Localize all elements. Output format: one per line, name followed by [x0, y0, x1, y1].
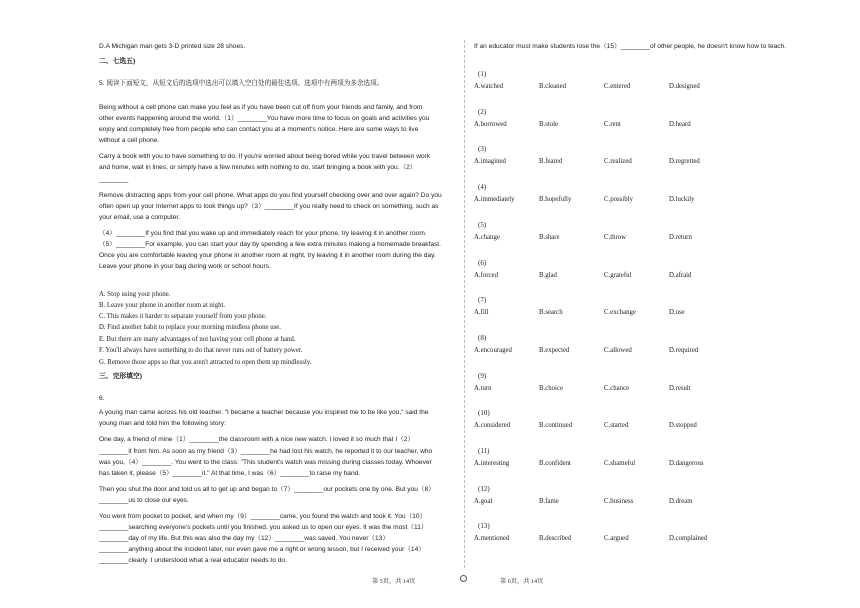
question-number: (11) — [478, 447, 490, 455]
option-e: E. But there are many advantages of not having your cell phone at hand. — [99, 336, 296, 343]
choice-c: C.exchange — [604, 309, 636, 317]
choice-a: A.immediately — [474, 196, 515, 204]
choice-d: D.use — [669, 309, 685, 317]
passage-line: Remove distracting apps from your cell phone. What apps do you find yourself checking over and over again? Do you — [99, 192, 442, 199]
choice-c: C.shameful — [604, 460, 636, 467]
cloze-line: ________clearly. I understood what a real educator needs to do. — [99, 557, 287, 564]
question-number: (13) — [478, 522, 490, 531]
passage-line: other events happening around the world.（1）________You have more time to focus on goals and activities you — [99, 115, 430, 122]
choice-a: A.interesting — [474, 460, 510, 467]
passage-line: without a cell phone. — [99, 137, 160, 144]
choice-d: D.luckily — [669, 196, 695, 204]
cloze-line: ________it from him. As soon as my friend（3）________he had lost his watch, he reported it to our teacher, who — [99, 448, 433, 455]
choice-a: A.imagined — [474, 158, 506, 166]
cloze-line: ________searching everyone's pockets until you finished, you asked us to open our eyes. It was the most（11） — [99, 524, 428, 531]
choice-b: B.feared — [539, 158, 563, 166]
choice-c: C.possibly — [604, 196, 633, 204]
passage-line: your email, use a computer. — [99, 214, 180, 221]
top-option: D.A Michigan man gets 3-D printed size 28 shoes. — [99, 43, 246, 50]
option-g: G. Remove those apps so that you aren't attracted to open them up mindlessly. — [99, 359, 312, 366]
choice-d: D.result — [669, 384, 691, 392]
passage-line: often open up your Internet apps to look things up?（3）________If you really need to check on something, such as — [99, 203, 439, 210]
choice-d: D.stopped — [669, 422, 697, 430]
option-c: C. This makes it harder to separate yourself from your phone. — [99, 313, 267, 320]
q5-instruction: 5. 阅读下面短文，从短文后的选项中选出可以填入空白处的最佳选项。选项中有两项为多余选项。 — [99, 80, 384, 87]
left-page-number: 第 5页，共 14页 — [372, 578, 416, 585]
choice-b: B.stole — [539, 120, 559, 128]
choice-a: A.turn — [474, 384, 492, 392]
passage-line: and home, wait in lines, or simply have a few minutes with nothing to do, start bringing a book with you.（2） — [99, 164, 417, 171]
passage-line: Carry a book with you to have something to do. If you're worried about being bored while you travel between work — [99, 153, 431, 160]
question-number: (7) — [478, 296, 487, 305]
choice-a: A.change — [474, 233, 500, 241]
cloze-line: A young man came across his old teacher. "I became a teacher because you inspired me to be like you," said the — [99, 409, 429, 416]
page-separator-circle — [460, 575, 467, 582]
choice-a: A.mentioned — [474, 535, 510, 543]
choice-a: A.watched — [474, 83, 504, 90]
choice-a: A.goal — [474, 497, 493, 505]
choice-b: B.fame — [539, 497, 559, 505]
choice-b: B.glad — [539, 271, 557, 279]
cloze-line: young man and told him the following story: — [99, 420, 226, 427]
passage-line: （4）________If you find that you wake up and immediately reach for your phone, try leaving it in another room. — [99, 230, 427, 237]
choice-b: B.hopefully — [539, 196, 572, 204]
choice-c: C.business — [604, 497, 634, 505]
passage-line: Leave your phone in your bag during work or school hours. — [99, 263, 271, 270]
choice-a: A.borrowed — [474, 120, 507, 128]
choice-c: C.rent — [604, 120, 621, 128]
section2-title: 二、七选五) — [99, 58, 136, 65]
choice-b: B.continued — [539, 422, 573, 430]
choice-b: B.confident — [539, 460, 571, 467]
right-page-number: 第 6页，共 14页 — [500, 578, 544, 585]
choice-b: B.cleaned — [539, 83, 566, 90]
choice-c: C.started — [604, 422, 629, 430]
question-number: (4) — [478, 183, 487, 192]
question-number: (3) — [478, 145, 487, 154]
passage-line: ________ — [99, 176, 129, 183]
cloze-line: ________day of my life. But this was also the day my（12）________was saved. You never（13） — [99, 535, 389, 542]
choice-c: C.realized — [604, 158, 632, 166]
choice-b: B.described — [539, 535, 572, 543]
choice-c: C.grateful — [604, 271, 632, 279]
choice-b: B.share — [539, 233, 560, 241]
question-number: (12) — [478, 484, 490, 493]
cloze-line: ________us to close our eyes. — [99, 497, 189, 504]
choice-d: D.dangerous — [669, 460, 704, 467]
question-number: (1) — [478, 70, 487, 78]
choice-d: D.afraid — [669, 271, 692, 279]
choice-c: C.chance — [604, 384, 630, 392]
option-b: B. Leave your phone in another room at night. — [99, 302, 226, 309]
section3-title: 三、完形填空) — [99, 373, 143, 380]
choice-d: D.return — [669, 233, 692, 241]
option-a: A. Stop using your phone. — [99, 291, 171, 298]
cloze-line: has taken it, please（5）________it." At that time, I was（6）________to raise my hand. — [99, 470, 361, 477]
choice-d: D.complained — [669, 535, 708, 543]
choice-d: D.heard — [669, 120, 691, 128]
choice-a: A.fill — [474, 309, 489, 317]
cloze-line: was you,（4）________. You went to the class: "This student's watch was missing during classes today. Whoever — [99, 459, 432, 466]
cloze-line: One day, a friend of mine（1）________the classroom with a nice new watch. I loved it so much that I（2） — [99, 436, 415, 443]
right-page — [466, 0, 860, 608]
passage-line: Being without a cell phone can make you feel as if you have been cut off from your friends and family, and from — [99, 104, 423, 111]
choice-c: C.entered — [604, 83, 631, 90]
choice-c: C.throw — [604, 233, 627, 241]
choice-c: C.allowed — [604, 346, 632, 354]
choice-a: A.forced — [474, 271, 498, 279]
q15-line: If an educator must make students lose the（15）________of other people, he doesn't know how to teach. — [474, 43, 787, 50]
question-number: (6) — [478, 258, 487, 267]
cloze-line: Then you shut the door and told us all to get up and began to（7）________our pockets one by one. But you（8） — [99, 486, 435, 493]
choice-d: D.regretted — [669, 158, 700, 166]
cloze-line: ________anything about the incident later, nor even gave me a right or wrong lesson, but I received your（14） — [99, 546, 425, 553]
option-d: D. Find another habit to replace your morning mindless phone use. — [99, 324, 281, 331]
cloze-line: You went from pocket to pocket, and when my（9）________came, you found the watch and took it. You（10） — [99, 513, 427, 520]
passage-line: （5）________For example, you can start your day by spending a few extra minutes making a homemade breakfast. — [99, 241, 441, 248]
choice-b: B.search — [539, 309, 563, 317]
option-f: F. You'll always have something to do that never runs out of battery power. — [99, 347, 303, 354]
question-number: (5) — [478, 220, 487, 229]
choice-d: D.required — [669, 346, 699, 354]
question-number: (2) — [478, 107, 487, 116]
column-divider — [464, 40, 465, 568]
choice-b: B.expected — [539, 346, 570, 354]
choice-a: A.considered — [474, 422, 511, 430]
question-number: (9) — [478, 371, 487, 380]
choice-d: D.designed — [669, 83, 700, 90]
q6-number: 6. — [99, 395, 105, 402]
choice-d: D.dream — [669, 497, 693, 505]
passage-line: enjoy and completely free from people who can contact you at a moment's notice. Here are some ways to live — [99, 126, 419, 133]
choice-a: A.encouraged — [474, 346, 512, 354]
question-number: (10) — [478, 409, 490, 418]
choice-c: C.argued — [604, 535, 629, 543]
choice-b: B.choice — [539, 384, 563, 392]
passage-line: Once you are comfortable leaving your phone in another room at night, try leaving it in another room during the day. — [99, 252, 436, 259]
question-number: (8) — [478, 333, 487, 342]
